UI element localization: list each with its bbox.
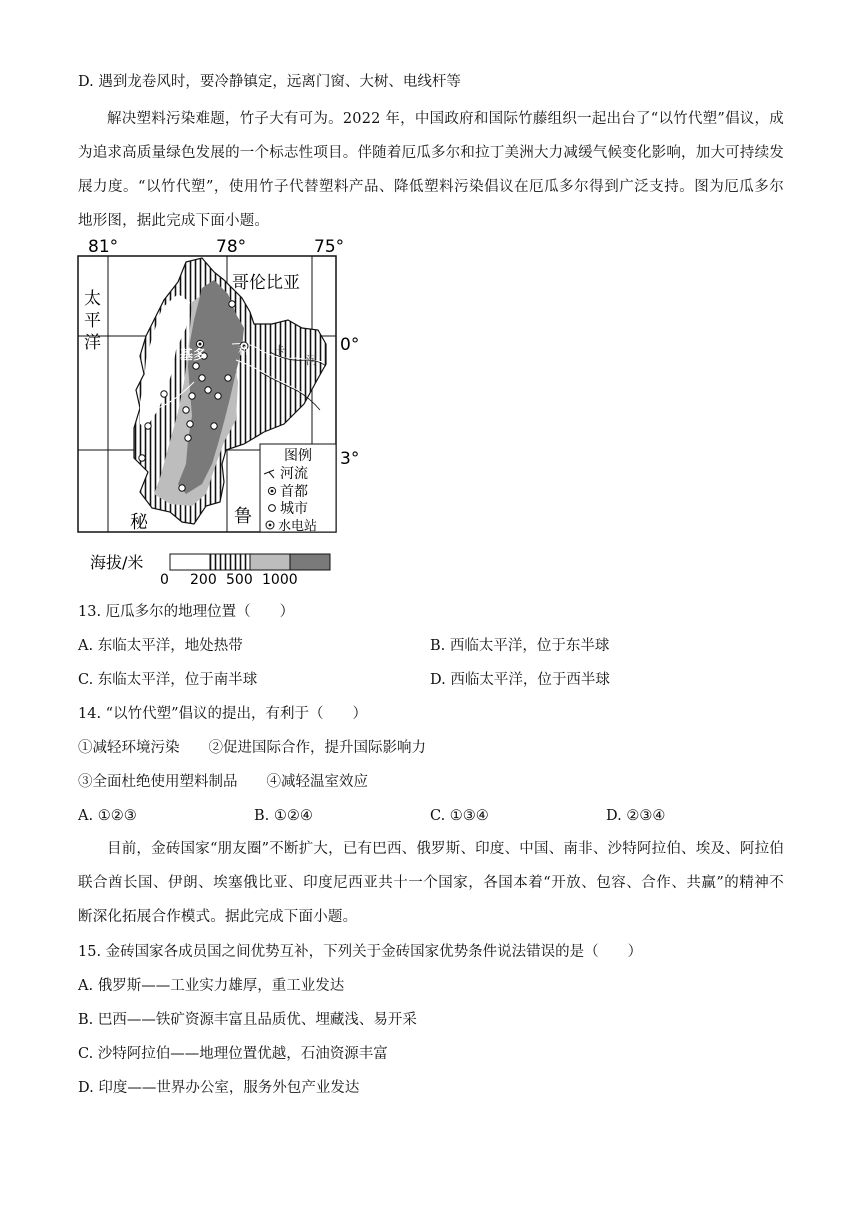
lon-label-78: 78° <box>216 237 247 257</box>
q14-stem: 14. “以竹代塑”倡议的提出，有利于（ ） <box>78 706 367 722</box>
elev-tick-500: 500 <box>226 572 253 584</box>
label-colombia: 哥伦比亚 <box>232 273 300 293</box>
lat-label-3: 3° <box>340 449 360 469</box>
legend-hydro: 水电站 <box>278 519 318 534</box>
river-char-1: 科 <box>238 344 249 357</box>
legend-river: 河流 <box>280 466 308 482</box>
q13-stem: 13. 厄瓜多尔的地理位置（ ） <box>78 604 295 620</box>
lon-label-75: 75° <box>314 237 345 257</box>
q14-option-c[interactable]: C. ①③④ <box>430 808 489 824</box>
lon-label-81: 81° <box>88 237 119 257</box>
elevation-label: 海拔/米 <box>90 553 144 572</box>
q15-option-c[interactable]: C. 沙特阿拉伯——地理位置优越，石油资源丰富 <box>78 1046 388 1062</box>
q15-stem: 15. 金砖国家各成员国之间优势互补，下列关于金砖国家优势条件说法错误的是（ ） <box>78 944 643 960</box>
legend-title: 图例 <box>284 448 312 464</box>
q15-option-b[interactable]: B. 巴西——铁矿资源丰富且品质优、埋藏浅、易开采 <box>78 1012 417 1028</box>
river-char-2: 卡 <box>274 344 285 357</box>
q14-statements-2: ③全面杜绝使用塑料制品 ④减轻温室效应 <box>78 774 368 790</box>
legend-city: 城市 <box>280 501 308 517</box>
q13-option-a[interactable]: A. 东临太平洋，地处热带 <box>78 638 243 654</box>
map-legend <box>260 444 336 534</box>
passage-brics: 目前，金砖国家“朋友圈”不断扩大，已有巴西、俄罗斯、印度、中国、南非、沙特阿拉伯、埃及、阿拉伯联合酋长国、伊朗、埃塞俄比亚、印度尼西亚共十一个国家，各国本着“开放、包容、合作、共赢”的精神不断深化拓展合作模式。据此完成下面小题。 <box>78 841 784 925</box>
q15-option-a[interactable]: A. 俄罗斯——工业实力雄厚，重工业发达 <box>78 978 345 994</box>
q14-option-a[interactable]: A. ①②③ <box>78 808 137 824</box>
label-peru-left: 秘 <box>130 512 148 533</box>
q12-option-d: D. 遇到龙卷风时，要冷静镇定，远离门窗、大树、电线杆等 <box>78 74 461 90</box>
label-peru-right: 鲁 <box>234 506 252 527</box>
q13-option-c[interactable]: C. 东临太平洋，位于南半球 <box>78 672 258 688</box>
legend-city-icon <box>269 505 276 512</box>
passage-ecuador: 解决塑料污染难题，竹子大有可为。2022 年，中国政府和国际竹藤组织一起出台了“以竹代塑”倡议，成为追求高质量绿色发展的一个标志性项目。伴随着厄瓜多尔和拉丁美洲大力减缓气候变化影响，加大可持续发展力度。“以竹代塑”，使用竹子代替塑料产品、降低塑料污染倡议在厄瓜多尔得到广泛支持。图为厄瓜多尔地形图，据此完成下面小题。 <box>78 111 784 229</box>
elev-tick-1000: 1000 <box>262 572 298 584</box>
q13-option-d[interactable]: D. 西临太平洋，位于西半球 <box>430 672 610 688</box>
label-quito: 基多 <box>180 348 207 363</box>
legend-hydro-icon <box>266 521 274 529</box>
elev-tick-0: 0 <box>160 572 169 584</box>
q14-statements-1: ①减轻环境污染 ②促进国际合作，提升国际影响力 <box>78 740 426 756</box>
label-pacific-2: 平 <box>84 311 101 331</box>
elev-tick-200: 200 <box>190 572 217 584</box>
q14-option-b[interactable]: B. ①②④ <box>254 808 313 824</box>
elevation-scale <box>170 554 330 570</box>
label-pacific-1: 太 <box>84 289 101 309</box>
q15-option-d[interactable]: D. 印度——世界办公室，服务外包产业发达 <box>78 1080 360 1096</box>
legend-capital: 首都 <box>280 484 308 500</box>
river-char-3: 河 <box>306 354 317 367</box>
lat-label-0: 0° <box>340 335 360 355</box>
q13-option-b[interactable]: B. 西临太平洋，位于东半球 <box>430 638 610 654</box>
q14-option-d[interactable]: D. ②③④ <box>606 808 666 824</box>
label-pacific-3: 洋 <box>84 333 101 353</box>
ecuador-terrain-map <box>74 232 364 584</box>
